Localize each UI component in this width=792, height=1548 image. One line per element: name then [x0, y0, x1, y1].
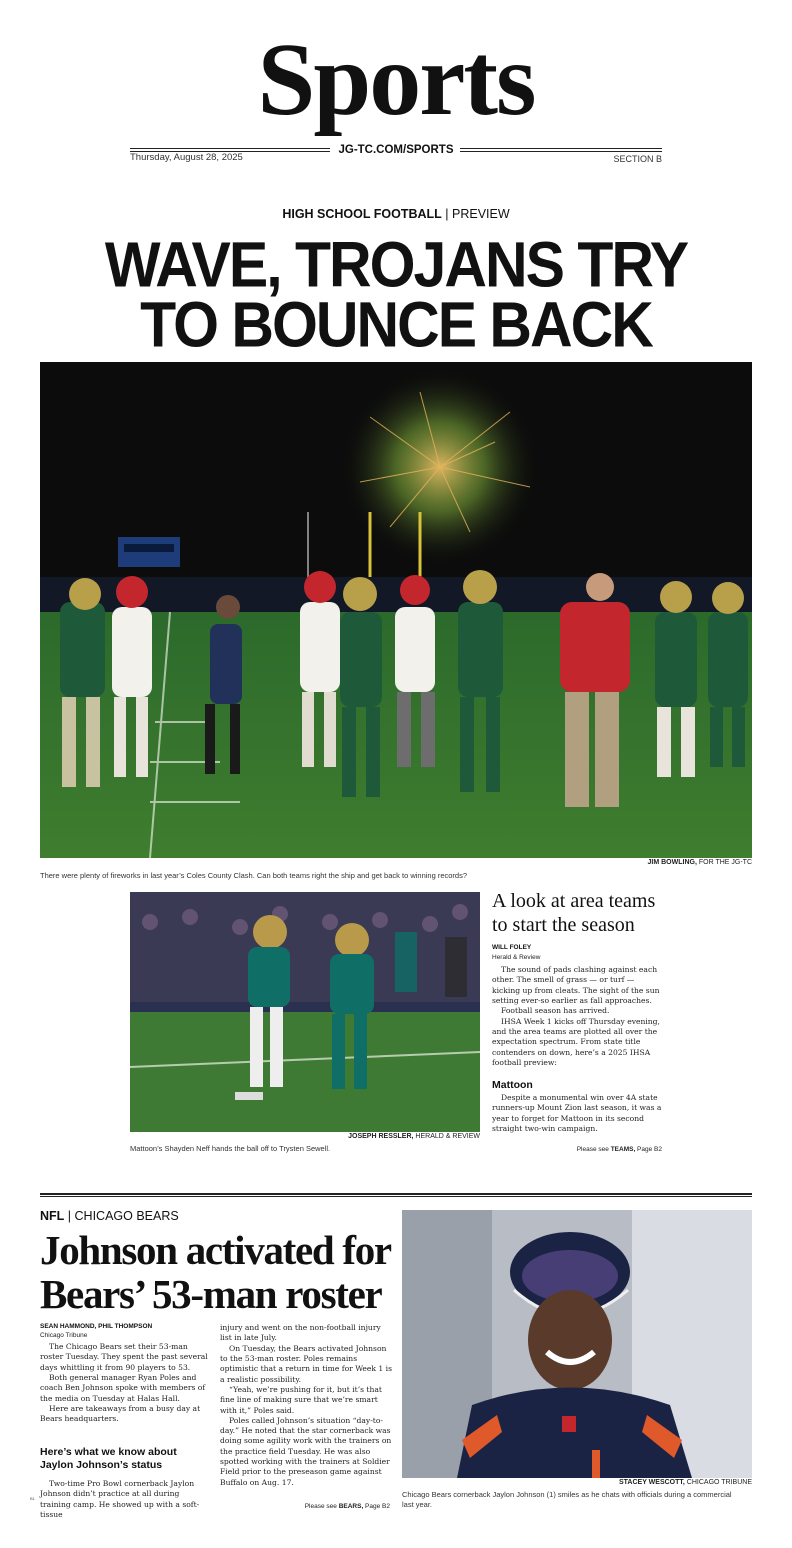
section-divider: [40, 1193, 752, 1197]
feature-subhead: Mattoon: [492, 1079, 533, 1091]
bears-paragraph: Both general manager Ryan Poles and coach Ben Johnson spoke with members of the media on Tuesday at Halas Hall.: [40, 1372, 206, 1403]
feature-jump-keyword: TEAMS,: [610, 1146, 636, 1153]
bears-headline[interactable]: [40, 1228, 396, 1317]
bears-headline-line-2: Bears’ 53-man roster: [40, 1271, 382, 1318]
bears-photo-caption: Chicago Bears cornerback Jaylon Johnson (1) smiles as he chats with officials during a commercial last year.: [402, 1490, 732, 1509]
feature-photo-credit-name: JOSEPH RESSLER,: [348, 1133, 414, 1140]
feature-jump-link[interactable]: [492, 1146, 662, 1153]
player-face: [528, 1290, 612, 1390]
bears-photo-credit: [402, 1479, 752, 1486]
bears-jump-link[interactable]: [220, 1503, 390, 1510]
bears-paragraph-continued: injury and went on the non-football injury list in late July.: [220, 1323, 381, 1343]
bears-kicker-team: CHICAGO BEARS: [74, 1209, 179, 1223]
feature-jump-page: Page B2: [635, 1146, 662, 1153]
bears-paragraph: “Yeah, we’re pushing for it, but it’s that fine line of making sure that we’re smart with it,” Poles said.: [220, 1384, 382, 1415]
lead-photo-credit: [648, 859, 752, 866]
bears-byline: SEAN HAMMOND, PHIL THOMPSON: [40, 1323, 153, 1330]
feature-photo-illustration: [130, 892, 480, 1132]
lead-kicker-type: PREVIEW: [452, 207, 510, 221]
bears-kicker: [40, 1209, 179, 1223]
feature-photo-credit: [130, 1133, 480, 1140]
masthead-date: Thursday, August 28, 2025: [130, 152, 243, 163]
bears-byline-org: Chicago Tribune: [40, 1332, 88, 1339]
lead-photo-caption: There were plenty of fireworks in last year’s Coles County Clash. Can both teams right the ship and get back to winning records?: [40, 871, 468, 880]
feature-paragraph: IHSA Week 1 kicks off Thursday evening, and the area teams are plotted all over the expectation spectrum. From state title contenders on down, here’s a 2025 IHSA football preview:: [492, 1016, 660, 1067]
masthead-url[interactable]: JG-TC.COM/SPORTS: [338, 144, 454, 156]
turf: [130, 1012, 480, 1132]
nfl-shield-icon: [562, 1416, 576, 1432]
lead-photo-illustration: [40, 362, 752, 858]
lead-photo-credit-name: JIM BOWLING,: [647, 859, 697, 866]
lead-photo-fireworks[interactable]: [40, 362, 752, 858]
feature-photo-caption: Mattoon’s Shayden Neff hands the ball off to Trysten Sewell.: [130, 1144, 331, 1153]
bears-subhead: Here’s what we know about Jaylon Johnson’s status: [40, 1446, 177, 1471]
lead-kicker: [0, 207, 792, 221]
feature-jump-prefix: Please see: [576, 1146, 611, 1153]
jersey-number: [592, 1450, 600, 1478]
page-margin-code: B1: [30, 1496, 35, 1501]
bears-body-col-1b: [40, 1479, 210, 1520]
lead-headline-line-2[interactable]: TO BOUNCE BACK: [140, 289, 652, 361]
bears-paragraph: Poles called Johnson’s situation “day-to-day.” He noted that the star cornerback was doing some agility work with the trainers on the practice field Tuesday. He was also spotted working with the trainers at Soldier Field prior to the preseason game against Buffalo on Aug. 17.: [220, 1415, 392, 1487]
bears-photo-credit-name: STACEY WESCOTT,: [618, 1479, 685, 1486]
masthead-title: Sports: [257, 22, 535, 137]
feature-headline[interactable]: A look at area teams to start the season: [492, 890, 656, 936]
bears-kicker-topic: NFL: [40, 1209, 65, 1223]
bears-paragraph: Two-time Pro Bowl cornerback Jaylon Johnson didn’t practice at all during training camp. He showed up with a soft-tissue: [40, 1479, 200, 1519]
feature-paragraph: Football season has arrived.: [501, 1006, 610, 1016]
feature-body: [492, 965, 662, 1068]
bears-headline-line-1: Johnson activated for: [40, 1227, 391, 1273]
feature-photo-handoff[interactable]: [130, 892, 480, 1132]
bears-photo-illustration: [402, 1210, 752, 1478]
lead-kicker-topic: HIGH SCHOOL FOOTBALL: [282, 207, 442, 221]
feature-byline-org: Herald & Review: [492, 954, 541, 961]
masthead-rule-right: [460, 148, 662, 152]
bears-jump-prefix: Please see: [304, 1503, 339, 1510]
feature-paragraph: Despite a monumental win over 4A state runners-up Mount Zion last season, it was a year to forget for Mattoon in its second straight two-win campaign.: [492, 1093, 662, 1133]
bears-kicker-separator: |: [64, 1209, 75, 1223]
lead-photo-credit-org: FOR THE JG-TC: [696, 859, 752, 866]
feature-paragraph: The sound of pads clashing against each other. The smell of grass — or turf — kicking up from cleats. The sight of the sun setting ever-so earlier as fall approaches.: [492, 965, 660, 1005]
bears-paragraph: The Chicago Bears set their 53-man roster Tuesday. They spent the past several days whittling it from 90 players to 53.: [40, 1342, 208, 1372]
feature-photo-credit-org: HERALD & REVIEW: [413, 1133, 480, 1140]
bears-photo-credit-org: CHICAGO TRIBUNE: [684, 1479, 752, 1486]
bears-photo-johnson[interactable]: [402, 1210, 752, 1478]
masthead-section: SECTION B: [613, 154, 662, 164]
lead-headline-line-1[interactable]: WAVE, TROJANS TRY: [104, 229, 688, 301]
bears-paragraph: Here are takeaways from a busy day at Bears headquarters.: [40, 1403, 201, 1424]
lead-kicker-separator: |: [441, 207, 453, 221]
bears-paragraph: On Tuesday, the Bears activated Johnson to the 53-man roster. Poles remains optimistic that a return in time for Week 1 is a realistic possibility.: [220, 1343, 392, 1384]
feature-byline: WILL FOLEY: [492, 944, 532, 951]
bears-body-col-2: [220, 1323, 392, 1488]
feature-body-2: [492, 1093, 662, 1134]
bears-body-col-1: [40, 1342, 210, 1425]
bears-jump-page: Page B2: [363, 1503, 390, 1510]
crowd-background: [130, 892, 480, 1002]
bears-jump-keyword: BEARS,: [338, 1503, 364, 1510]
